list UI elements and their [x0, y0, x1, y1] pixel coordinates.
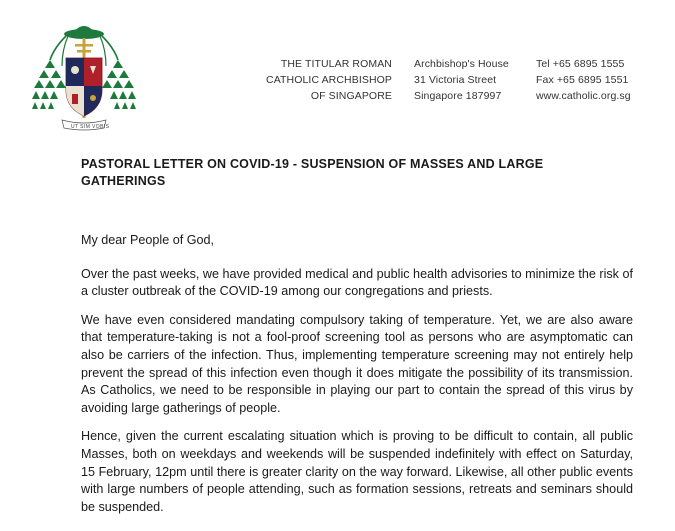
header-contact [536, 56, 631, 104]
letter-title-line2: GATHERINGS [81, 174, 166, 188]
address-line: Archbishop's House [414, 58, 509, 70]
letter-title-line1: PASTORAL LETTER ON COVID-19 - SUSPENSION OF MASSES AND LARGE [81, 157, 544, 171]
archbishop-coat-of-arms-logo [32, 20, 136, 132]
letter-body [81, 232, 633, 527]
org-line: CATHOLIC ARCHBISHOP [266, 74, 392, 86]
address-line: Singapore 187997 [414, 90, 502, 102]
letter-title [81, 156, 629, 190]
crest-motto: UT SIM VOBIS [71, 124, 110, 130]
contact-fax: Fax +65 6895 1551 [536, 74, 629, 86]
org-line: OF SINGAPORE [310, 90, 392, 102]
header-organization [258, 56, 392, 104]
letter-paragraph: Hence, given the current escalating situation which is proving to be difficult to contain, all public Masses, both on weekdays and weekends will be suspended indefinitely with effect on Saturday, 15 February, 12pm until there is greater clarity on the way forward. Likewise, all other public events with large numbers of people attending, such as formation sessions, retreats and seminars should be suspended. [81, 429, 633, 514]
salutation: My dear People of God, [81, 233, 215, 247]
header-address [414, 56, 509, 104]
letter-paragraph: Over the past weeks, we have provided medical and public health advisories to minimize the risk of a cluster outbreak of the COVID-19 among our congregations and priests. [81, 266, 633, 299]
letter-paragraph: We have even considered mandating compulsory taking of temperature. Yet, we are also aware that temperature-taking is not a fool-proof screening tool as persons who are asymptomatic can also be carriers of the infection. Thus, implementing temperature screening may not entirely help prevent the spread of this infection even though it does mitigate the possibility of its transmission. As Catholics, we need to be responsible in playing our part to contain the spread of this virus by avoiding large gatherings of people. [81, 312, 633, 415]
contact-tel: Tel +65 6895 1555 [536, 58, 625, 70]
contact-website: www.catholic.org.sg [536, 90, 631, 102]
org-line: THE TITULAR ROMAN [280, 58, 392, 70]
address-line: 31 Victoria Street [414, 74, 497, 86]
